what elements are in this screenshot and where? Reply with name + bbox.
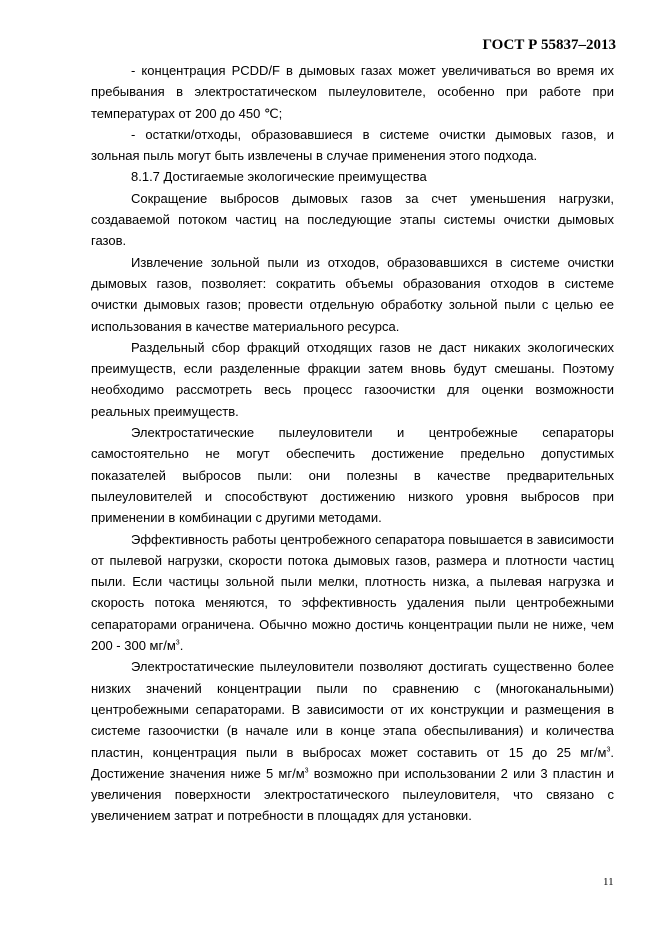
superscript: 3 [175,639,180,647]
paragraph: Электростатические пылеуловители и центробежные сепараторы самостоятельно не могут обеспечить достижение предельно допустимых показателей выбросов пыли: они полезны в качестве предварительных пылеуловителей и способствуют достижению низкого уровня выбросов при применении в комбинации с другими методами. [91,425,614,526]
list-item: - концентрация PCDD/F в дымовых газах может увеличиваться во время их пребывания в электростатическом пылеуловителе, особенно при работе при температурах от 200 до 450 ℃; [91,63,614,121]
text-span: возможно при использовании 2 или 3 пластин и увеличения поверхности электростатического пылеуловителя, что связано с увеличением затрат и потребности в площадях для установки. [91,765,615,824]
text-span: . [179,638,184,654]
paragraph-electrostatic [91,656,614,826]
paragraph: Раздельный сбор фракций отходящих газов не даст никаких экологических преимуществ, если разделенные фракции затем вновь будут смешаны. Поэтому необходимо рассмотреть весь процесс газоочистки для оценки возможности реальных преимуществ. [91,339,614,419]
paragraph-efficiency [91,529,614,657]
page-number: 11 [603,876,614,888]
text-span: . Достижение значения ниже 5 мг/м [91,744,614,781]
text-span: Эффективность работы центробежного сепаратора повышается в зависимости от пылевой нагрузки, скорости потока дымовых газов, размера и плотности частиц пыли. Если частицы зольной пыли мелки, плотность низка, а пылевая нагрузка и скорость потока меняются, то эффективность удаления пыли центробежными сепараторами ограничена. Обычно можно достичь концентрации пыли не ниже, чем 200 - 300 мг/м [91,531,614,654]
paragraph: Извлечение зольной пыли из отходов, образовавшихся в системе очистки дымовых газов, позволяет: сократить объемы образования отходов в системе очистки дымовых газов; провести отдельную обработку зольной пыли с целью ее использования в качестве материального ресурса. [91,254,614,334]
list-item: - остатки/отходы, образовавшиеся в системе очистки дымовых газов, и зольная пыль могут быть извлечены в случае применения этого подхода. [91,126,614,164]
document-code: ГОСТ Р 55837–2013 [482,37,616,53]
text-span: Электростатические пылеуловители позволяют достигать существенно более низких значений концентрации пыли по сравнению с (многоканальными) центробежными сепараторами. В зависимости от их конструкции и размещения в системе газоочистки (в начале или в конце этапа обеспыливания) и количества пластин, концентрация пыли в выбросах может составить от 15 до 25 мг/м [91,659,614,760]
document-body [91,60,614,827]
superscript: 3 [606,746,611,754]
paragraph: Сокращение выбросов дымовых газов за счет уменьшения нагрузки, создаваемой потоком частиц на последующие этапы системы очистки дымовых газов. [91,190,614,249]
section-heading: 8.1.7 Достигаемые экологические преимущества [131,169,427,185]
superscript: 3 [304,767,309,775]
